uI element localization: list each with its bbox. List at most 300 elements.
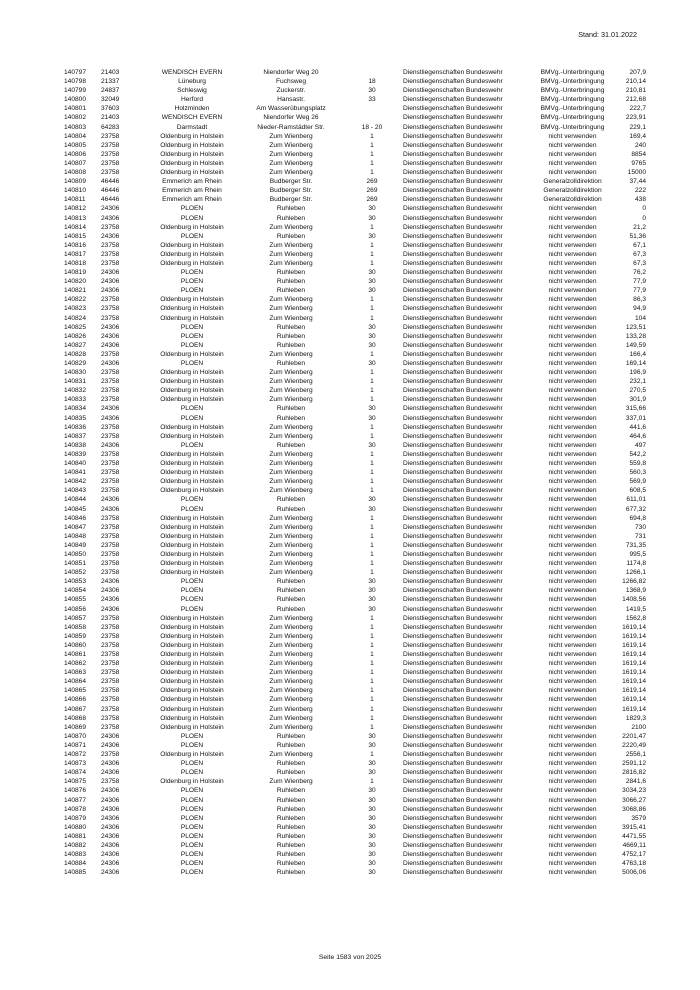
street-cell: Zum Wienberg [269,641,313,649]
area-cell: 301,9 [629,396,646,404]
postal-code-cell: 23758 [101,560,120,568]
house-number-cell: 30 [368,869,376,877]
area-cell: 77,9 [633,287,646,295]
usage-cell: nicht verwenden [548,696,597,704]
street-cell: Ruhleben [276,578,306,586]
city-cell: PLOEN [180,323,204,331]
usage-cell: nicht verwenden [548,305,597,313]
table-row [64,559,646,568]
property-type-cell: Dienstliegenschaften Bundeswehr [403,514,503,522]
row-id-cell: 140855 [64,596,87,604]
area-cell: 3579 [631,814,646,822]
street-cell: Zum Wienberg [269,369,313,377]
house-number-cell: 30 [368,405,376,413]
house-number-cell: 30 [368,341,376,349]
property-type-cell: Dienstliegenschaften Bundeswehr [403,569,503,577]
city-cell: Oldenburg in Holstein [160,614,224,622]
postal-code-cell: 24306 [101,414,120,422]
street-cell: Zum Wienberg [269,550,313,558]
property-type-cell: Dienstliegenschaften Bundeswehr [403,669,503,677]
city-cell: Darmstadt [176,123,208,131]
property-type-cell: Dienstliegenschaften Bundeswehr [403,232,503,240]
stand-date: Stand: 31.01.2022 [578,30,637,39]
city-cell: Oldenburg in Holstein [160,714,224,722]
property-type-cell: Dienstliegenschaften Bundeswehr [403,578,503,586]
table-row [64,714,646,723]
row-id-cell: 140832 [64,387,87,395]
row-id-cell: 140828 [64,350,87,358]
property-type-cell: Dienstliegenschaften Bundeswehr [403,550,503,558]
postal-code-cell: 23758 [101,432,120,440]
street-cell: Zum Wienberg [269,751,313,759]
row-id-cell: 140799 [64,87,87,95]
table-row [64,786,646,795]
area-cell: 123,51 [625,323,646,331]
city-cell: PLOEN [180,769,204,777]
city-cell: Oldenburg in Holstein [160,532,224,540]
usage-cell: nicht verwenden [548,632,597,640]
area-cell: 166,4 [629,350,646,358]
house-number-cell: 1 [370,641,374,649]
city-cell: Oldenburg in Holstein [160,159,224,167]
house-number-cell: 1 [370,541,374,549]
property-type-cell: Dienstliegenschaften Bundeswehr [403,332,503,340]
postal-code-cell: 23758 [101,296,120,304]
street-cell: Ruhleben [276,278,306,286]
city-cell: PLOEN [180,732,204,740]
postal-code-cell: 23758 [101,387,120,395]
row-id-cell: 140816 [64,241,87,249]
house-number-cell: 1 [370,560,374,568]
house-number-cell: 1 [370,523,374,531]
property-type-cell: Dienstliegenschaften Bundeswehr [403,487,503,495]
property-type-cell: Dienstliegenschaften Bundeswehr [403,787,503,795]
property-type-cell: Dienstliegenschaften Bundeswehr [403,305,503,313]
postal-code-cell: 23758 [101,778,120,786]
city-cell: PLOEN [180,332,204,340]
area-cell: 77,9 [633,278,646,286]
property-type-cell: Dienstliegenschaften Bundeswehr [403,178,503,186]
usage-cell: BMVg.-Unterbringung [540,78,605,86]
property-type-cell: Dienstliegenschaften Bundeswehr [403,860,503,868]
property-type-cell: Dienstliegenschaften Bundeswehr [403,841,503,849]
postal-code-cell: 24306 [101,841,120,849]
usage-cell: nicht verwenden [548,814,597,822]
table-row [64,677,646,686]
house-number-cell: 269 [366,196,378,204]
table-row [64,286,646,295]
table-row [64,495,646,504]
house-number-cell: 1 [370,687,374,695]
area-cell: 731 [634,532,646,540]
area-cell: 2841,6 [625,778,646,786]
table-row [64,141,646,150]
city-cell: PLOEN [180,787,204,795]
area-cell: 730 [634,523,646,531]
postal-code-cell: 24837 [101,87,120,95]
house-number-cell: 30 [368,732,376,740]
house-number-cell: 1 [370,569,374,577]
house-number-cell: 1 [370,723,374,731]
row-id-cell: 140876 [64,787,87,795]
street-cell: Ruhleben [276,332,306,340]
city-cell: PLOEN [180,805,204,813]
row-id-cell: 140798 [64,78,87,86]
postal-code-cell: 23758 [101,705,120,713]
street-cell: Zum Wienberg [269,678,313,686]
property-type-cell: Dienstliegenschaften Bundeswehr [403,632,503,640]
table-row [64,295,646,304]
house-number-cell: 1 [370,751,374,759]
area-cell: 210,14 [625,78,646,86]
city-cell: Oldenburg in Holstein [160,723,224,731]
property-type-cell: Dienstliegenschaften Bundeswehr [403,541,503,549]
area-cell: 9765 [631,159,646,167]
table-row [64,414,646,423]
house-number-cell: 1 [370,714,374,722]
row-id-cell: 140843 [64,487,87,495]
area-cell: 1174,8 [626,560,646,568]
area-cell: 497 [634,441,646,449]
area-cell: 542,2 [629,450,646,458]
city-cell: PLOEN [180,760,204,768]
property-type-cell: Dienstliegenschaften Bundeswehr [403,150,503,158]
table-row [64,68,646,77]
postal-code-cell: 24306 [101,732,120,740]
house-number-cell: 30 [368,232,376,240]
postal-code-cell: 23758 [101,541,120,549]
area-cell: 4669,11 [622,841,646,849]
street-cell: Zum Wienberg [269,669,313,677]
city-cell: PLOEN [180,505,204,513]
table-row [64,195,646,204]
postal-code-cell: 24306 [101,505,120,513]
property-type-cell: Dienstliegenschaften Bundeswehr [403,314,503,322]
property-type-cell: Dienstliegenschaften Bundeswehr [403,350,503,358]
city-cell: PLOEN [180,814,204,822]
table-row [64,259,646,268]
area-cell: 0 [642,214,646,222]
house-number-cell: 30 [368,578,376,586]
row-id-cell: 140878 [64,805,87,813]
house-number-cell: 269 [366,187,378,195]
house-number-cell: 33 [368,96,376,104]
postal-code-cell: 23758 [101,623,120,631]
postal-code-cell: 24306 [101,405,120,413]
city-cell: Oldenburg in Holstein [160,378,224,386]
usage-cell: nicht verwenden [548,523,597,531]
city-cell: Emmerich am Rhein [162,187,222,195]
house-number-cell: 30 [368,587,376,595]
property-type-cell: Dienstliegenschaften Bundeswehr [403,78,503,86]
street-cell: Zum Wienberg [269,432,313,440]
table-row [64,459,646,468]
area-cell: 2556,1 [625,751,646,759]
row-id-cell: 140809 [64,178,87,186]
area-cell: 1619,14 [622,696,646,704]
house-number-cell: 1 [370,132,374,140]
row-id-cell: 140856 [64,605,87,613]
usage-cell: nicht verwenden [548,478,597,486]
row-id-cell: 140845 [64,505,87,513]
postal-code-cell: 23758 [101,660,120,668]
table-row [64,204,646,213]
row-id-cell: 140883 [64,851,87,859]
street-cell: Zum Wienberg [269,423,313,431]
postal-code-cell: 24306 [101,441,120,449]
usage-cell: nicht verwenden [548,150,597,158]
house-number-cell: 1 [370,450,374,458]
property-type-cell: Dienstliegenschaften Bundeswehr [403,323,503,331]
usage-cell: nicht verwenden [548,651,597,658]
house-number-cell: 30 [368,269,376,277]
row-id-cell: 140857 [64,614,87,622]
city-cell: PLOEN [180,360,204,367]
usage-cell: nicht verwenden [548,714,597,722]
usage-cell: nicht verwenden [548,550,597,558]
row-id-cell: 140819 [64,269,87,277]
city-cell: PLOEN [180,441,204,449]
usage-cell: Generalzolldirektion [543,196,602,204]
property-type-cell: Dienstliegenschaften Bundeswehr [403,87,503,95]
postal-code-cell: 23758 [101,396,120,404]
postal-code-cell: 21403 [101,114,120,122]
area-cell: 4471,55 [622,832,646,840]
row-id-cell: 140838 [64,441,87,449]
house-number-cell: 30 [368,851,376,859]
row-id-cell: 140849 [64,541,87,549]
table-row [64,814,646,823]
postal-code-cell: 23758 [101,223,120,231]
row-id-cell: 140840 [64,460,87,468]
house-number-cell: 18 - 20 [361,123,383,131]
postal-code-cell: 23758 [101,314,120,322]
usage-cell: nicht verwenden [548,578,597,586]
area-cell: 1266,82 [622,578,646,586]
house-number-cell: 30 [368,205,376,213]
house-number-cell: 1 [370,223,374,231]
street-cell: Ruhleben [276,741,306,749]
city-cell: Oldenburg in Holstein [160,523,224,531]
area-cell: 1408,56 [622,596,646,604]
postal-code-cell: 23758 [101,714,120,722]
street-cell: Zum Wienberg [269,314,313,322]
house-number-cell: 30 [368,414,376,422]
usage-cell: nicht verwenden [548,532,597,540]
street-cell: Zum Wienberg [269,705,313,713]
city-cell: Oldenburg in Holstein [160,141,224,149]
postal-code-cell: 23758 [101,132,120,140]
street-cell: Zum Wienberg [269,159,313,167]
street-cell: Ruhleben [276,341,306,349]
postal-code-cell: 23758 [101,469,120,477]
row-id-cell: 140803 [64,123,87,131]
street-cell: Zum Wienberg [269,514,313,522]
row-id-cell: 140867 [64,705,87,713]
city-cell: PLOEN [180,587,204,595]
city-cell: Herford [181,96,203,104]
table-row [64,577,646,586]
row-id-cell: 140873 [64,760,87,768]
usage-cell: nicht verwenden [548,587,597,595]
area-cell: 222 [634,187,646,195]
postal-code-cell: 24306 [101,851,120,859]
property-type-cell: Dienstliegenschaften Bundeswehr [403,851,503,859]
property-type-cell: Dienstliegenschaften Bundeswehr [403,696,503,704]
table-row [64,386,646,395]
city-cell: Oldenburg in Holstein [160,241,224,249]
street-cell: Zum Wienberg [269,523,313,531]
usage-cell: nicht verwenden [548,869,597,877]
usage-cell: nicht verwenden [548,669,597,677]
usage-cell: BMVg.-Unterbringung [540,96,605,104]
street-cell: Budberger Str. [269,178,313,186]
postal-code-cell: 24306 [101,760,120,768]
area-cell: 1619,14 [622,623,646,631]
city-cell: Oldenburg in Holstein [160,541,224,549]
property-type-cell: Dienstliegenschaften Bundeswehr [403,169,503,177]
property-type-cell: Dienstliegenschaften Bundeswehr [403,432,503,440]
row-id-cell: 140847 [64,523,87,531]
street-cell: Zum Wienberg [269,141,313,149]
city-cell: WENDISCH EVERN [161,114,223,122]
property-type-cell: Dienstliegenschaften Bundeswehr [403,241,503,249]
house-number-cell: 1 [370,250,374,258]
area-cell: 229,1 [629,123,646,131]
city-cell: Oldenburg in Holstein [160,314,224,322]
city-cell: Oldenburg in Holstein [160,423,224,431]
postal-code-cell: 23758 [101,569,120,577]
table-row [64,695,646,704]
house-number-cell: 30 [368,360,376,367]
table-row [64,314,646,323]
street-cell: Zum Wienberg [269,305,313,313]
row-id-cell: 140884 [64,860,87,868]
usage-cell: nicht verwenden [548,469,597,477]
usage-cell: nicht verwenden [548,732,597,740]
property-type-cell: Dienstliegenschaften Bundeswehr [403,287,503,295]
street-cell: Ruhleben [276,587,306,595]
postal-code-cell: 23758 [101,250,120,258]
table-row [64,468,646,477]
property-type-cell: Dienstliegenschaften Bundeswehr [403,414,503,422]
house-number-cell: 1 [370,660,374,668]
property-type-cell: Dienstliegenschaften Bundeswehr [403,823,503,831]
usage-cell: nicht verwenden [548,769,597,777]
street-cell: Zum Wienberg [269,460,313,468]
area-cell: 1619,14 [622,687,646,695]
property-type-cell: Dienstliegenschaften Bundeswehr [403,532,503,540]
street-cell: Zum Wienberg [269,241,313,249]
table-row [64,95,646,104]
usage-cell: nicht verwenden [548,132,597,140]
street-cell: Ruhleben [276,805,306,813]
city-cell: Oldenburg in Holstein [160,369,224,377]
city-cell: PLOEN [180,869,204,877]
postal-code-cell: 24306 [101,587,120,595]
house-number-cell: 1 [370,651,374,658]
house-number-cell: 1 [370,432,374,440]
city-cell: Holzminden [174,105,210,113]
city-cell: Oldenburg in Holstein [160,350,224,358]
usage-cell: BMVg.-Unterbringung [540,69,605,76]
usage-cell: nicht verwenden [548,159,597,167]
city-cell: PLOEN [180,405,204,413]
row-id-cell: 140804 [64,132,87,140]
row-id-cell: 140820 [64,278,87,286]
property-type-cell: Dienstliegenschaften Bundeswehr [403,623,503,631]
house-number-cell: 1 [370,423,374,431]
property-type-cell: Dienstliegenschaften Bundeswehr [403,269,503,277]
postal-code-cell: 32049 [101,96,120,104]
row-id-cell: 140822 [64,296,87,304]
house-number-cell: 1 [370,169,374,177]
table-row [64,605,646,614]
area-cell: 37,44 [629,178,646,186]
postal-code-cell: 23758 [101,487,120,495]
row-id-cell: 140797 [64,69,87,76]
table-row [64,350,646,359]
city-cell: PLOEN [180,496,204,504]
postal-code-cell: 23758 [101,350,120,358]
usage-cell: nicht verwenden [548,332,597,340]
street-cell: Ruhleben [276,205,306,213]
usage-cell: nicht verwenden [548,605,597,613]
street-cell: Ruhleben [276,814,306,822]
usage-cell: nicht verwenden [548,841,597,849]
area-cell: 21,2 [633,223,646,231]
area-cell: 1619,14 [622,632,646,640]
city-cell: Oldenburg in Holstein [160,751,224,759]
usage-cell: nicht verwenden [548,396,597,404]
postal-code-cell: 24306 [101,360,120,367]
area-cell: 1619,14 [622,651,646,658]
area-cell: 4763,18 [622,860,646,868]
usage-cell: nicht verwenden [548,514,597,522]
area-cell: 232,1 [629,378,646,386]
postal-code-cell: 24306 [101,232,120,240]
street-cell: Zum Wienberg [269,223,313,231]
row-id-cell: 140826 [64,332,87,340]
table-row [64,404,646,413]
row-id-cell: 140870 [64,732,87,740]
area-cell: 2100 [631,723,646,731]
street-cell: Ruhleben [276,832,306,840]
usage-cell: nicht verwenden [548,296,597,304]
area-cell: 1562,8 [625,614,646,622]
property-type-cell: Dienstliegenschaften Bundeswehr [403,723,503,731]
usage-cell: nicht verwenden [548,350,597,358]
street-cell: Zum Wienberg [269,623,313,631]
row-id-cell: 140800 [64,96,87,104]
property-type-cell: Dienstliegenschaften Bundeswehr [403,205,503,213]
area-cell: 0 [642,205,646,213]
street-cell: Ruhleben [276,796,306,804]
row-id-cell: 140862 [64,660,87,668]
usage-cell: nicht verwenden [548,141,597,149]
postal-code-cell: 24306 [101,596,120,604]
postal-code-cell: 23758 [101,241,120,249]
row-id-cell: 140860 [64,641,87,649]
table-row [64,368,646,377]
house-number-cell: 1 [370,623,374,631]
usage-cell: nicht verwenden [548,751,597,759]
street-cell: Zum Wienberg [269,560,313,568]
table-row [64,477,646,486]
row-id-cell: 140872 [64,751,87,759]
postal-code-cell: 23758 [101,523,120,531]
area-cell: 196,9 [629,369,646,377]
